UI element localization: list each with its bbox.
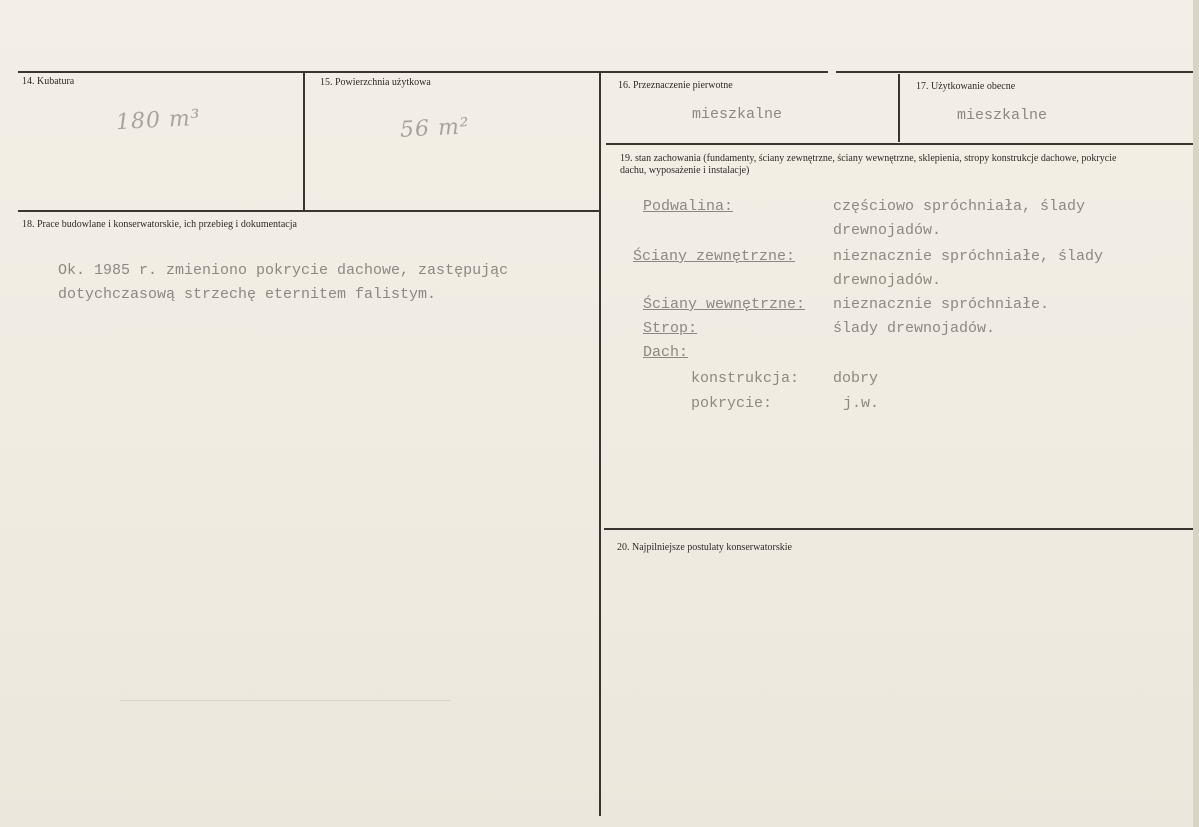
field-16-label: 16. Przeznaczenie pierwotne	[618, 80, 733, 91]
divider-16-17	[898, 74, 900, 142]
field-19-key-konstrukcja: konstrukcja:	[691, 370, 800, 387]
rule-below-16-17	[606, 143, 1193, 145]
rule-above-20	[604, 528, 1193, 530]
field-19-key-sciany-zewn: Ściany zewnętrzne:	[633, 248, 796, 265]
rule-below-14-15	[18, 210, 600, 212]
divider-14-15	[303, 72, 305, 210]
center-divider	[599, 72, 601, 816]
field-17-label: 17. Użytkowanie obecne	[916, 81, 1016, 92]
field-19-value-podwalina: częściowo spróchniała, ślady	[833, 198, 1086, 215]
top-rule	[18, 71, 828, 73]
field-18-label: 18. Prace budowlane i konserwatorskie, ich przebieg i dokumentacja	[22, 219, 297, 230]
field-19-key-strop: Strop:	[643, 320, 698, 337]
field-19-key-dach: Dach:	[643, 344, 689, 361]
field-19-label: 19. stan zachowania (fundamenty, ściany zewnętrzne, ściany wewnętrzne, sklepienia, stropy konstrukcje dachowe, pokrycie dachu, wyposażenie i instalacje)	[620, 153, 1117, 176]
field-19-value-sciany-wewn: nieznacznie spróchniałe.	[833, 296, 1050, 313]
field-14-value: 180 m³	[115, 105, 202, 136]
card-edge	[1193, 0, 1199, 827]
field-19-value-pokrycie: j.w.	[843, 395, 880, 412]
field-19-key-sciany-wewn: Ściany wewnętrzne:	[643, 296, 806, 313]
field-14-label: 14. Kubatura	[22, 76, 75, 87]
field-19-value-sciany-zewn: nieznacznie spróchniałe, ślady	[833, 248, 1104, 265]
field-18-line-1: Ok. 1985 r. zmieniono pokrycie dachowe, zastępując	[58, 262, 509, 279]
field-16-value: mieszkalne	[692, 106, 783, 123]
top-rule-right	[836, 71, 1193, 73]
field-19-key-podwalina: Podwalina:	[643, 198, 734, 215]
field-19-value-strop: ślady drewnojadów.	[833, 320, 996, 337]
field-15-label: 15. Powierzchnia użytkowa	[320, 77, 431, 88]
field-19-value-konstrukcja: dobry	[833, 370, 879, 387]
field-15-value: 56 m²	[399, 114, 471, 143]
bleed-through-line	[120, 700, 450, 701]
field-18-line-2: dotychczasową strzechę eternitem falistym.	[58, 286, 437, 303]
field-19-key-pokrycie: pokrycie:	[691, 395, 773, 412]
field-19-value-sciany-zewn-cont: drewnojadów.	[833, 272, 942, 289]
field-20-label: 20. Najpilniejsze postulaty konserwatorskie	[617, 542, 792, 553]
field-19-value-podwalina-cont: drewnojadów.	[833, 222, 942, 239]
field-17-value: mieszkalne	[957, 107, 1048, 124]
